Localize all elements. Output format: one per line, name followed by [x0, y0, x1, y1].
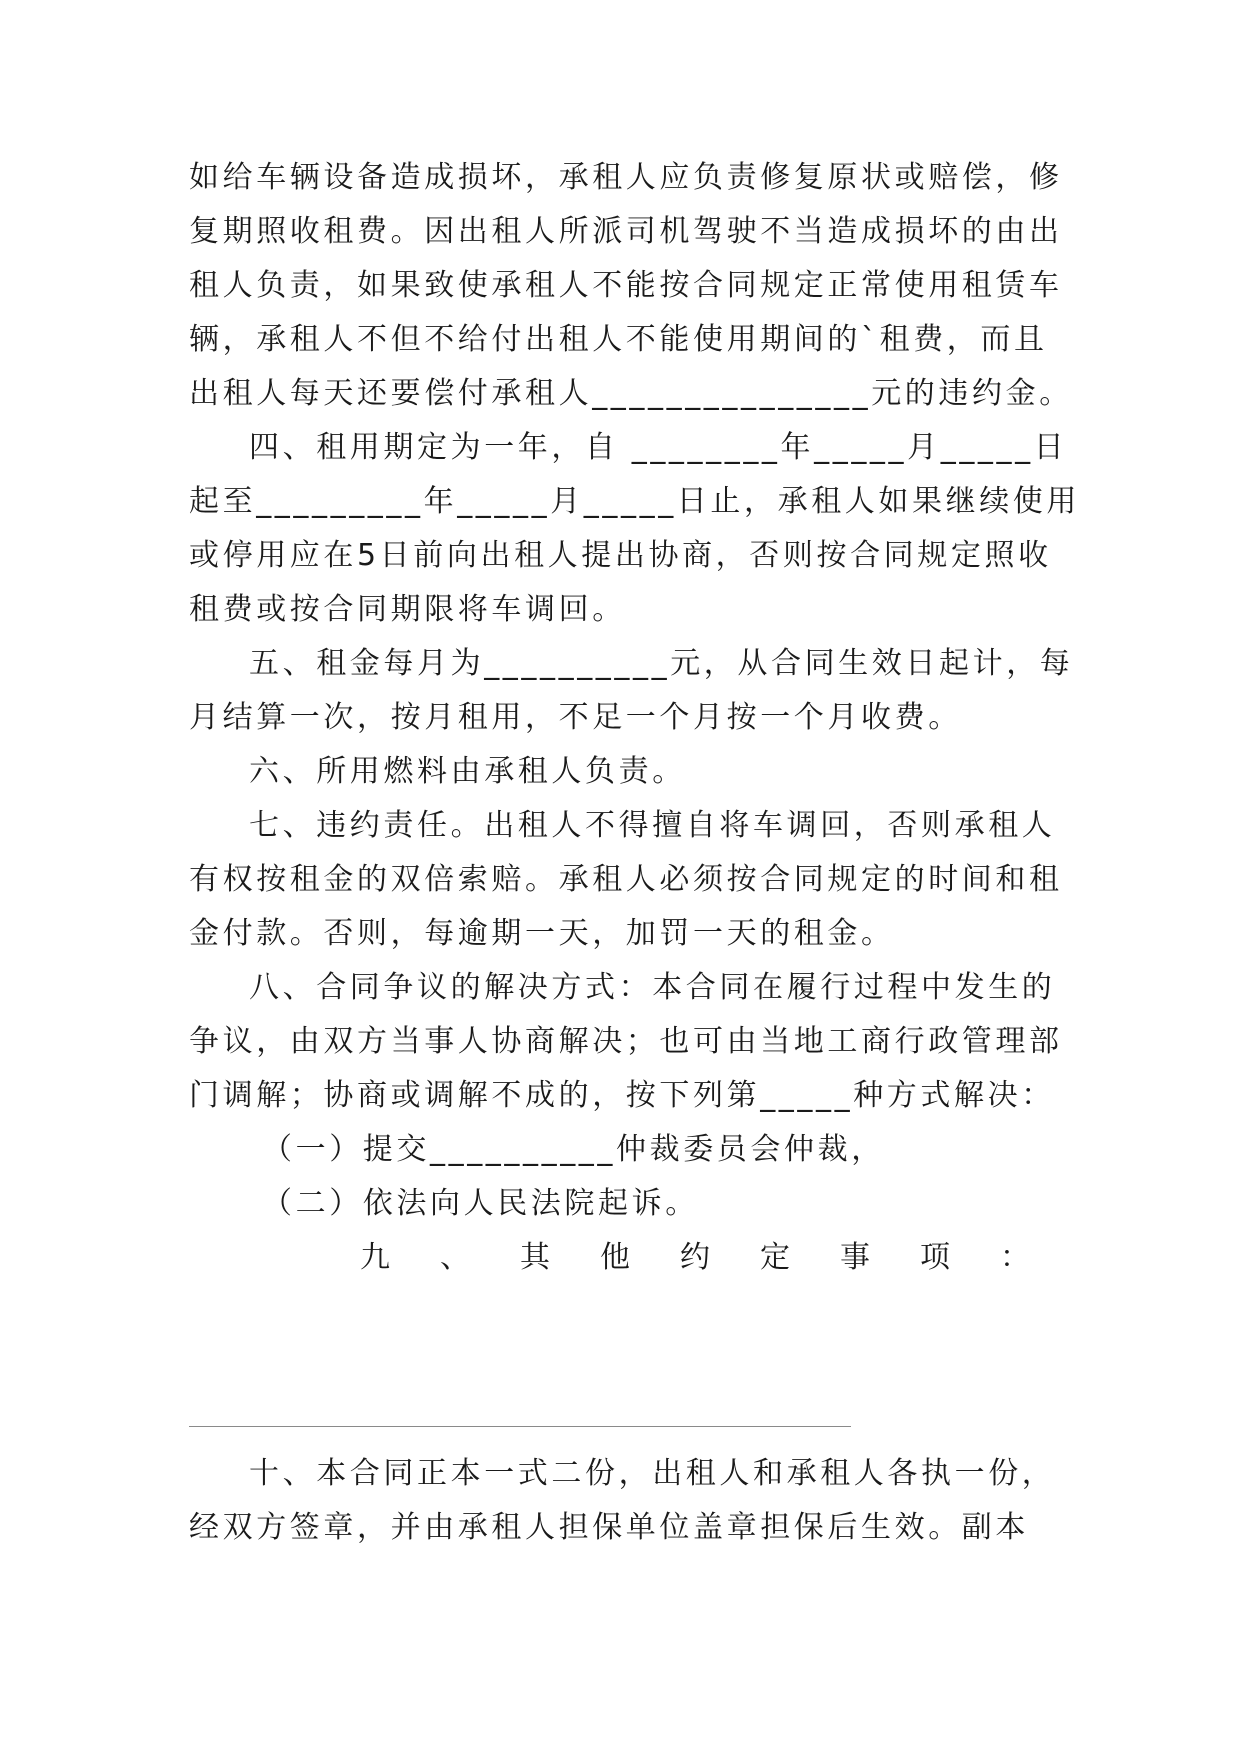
- clause-9-char: 他: [600, 1240, 630, 1275]
- clause-9-char: 其: [520, 1240, 550, 1275]
- clause-4-line: 四、租用期定为一年，自 ________年_____月_____日: [249, 430, 1068, 465]
- clause-10-line: 十、本合同正本一式二份，出租人和承租人各执一份，: [249, 1456, 1056, 1491]
- clause-5-line: 五、租金每月为__________元，从合同生效日起计，每: [249, 646, 1074, 681]
- body-line: 争议，由双方当事人协商解决；也可由当地工商行政管理部: [189, 1024, 1063, 1059]
- body-line: 租费或按合同期限将车调回。: [189, 592, 626, 627]
- clause-9-char: 项: [920, 1240, 950, 1275]
- clause-6-line: 六、所用燃料由承租人负责。: [249, 754, 686, 789]
- body-line: 如给车辆设备造成损坏，承租人应负责修复原状或赔偿，修: [189, 160, 1063, 195]
- clause-7-line: 七、违约责任。出租人不得擅自将车调回，否则承租人: [249, 808, 1056, 843]
- clause-9-char: 、: [440, 1240, 470, 1275]
- blank-fill-line: [189, 1426, 851, 1427]
- body-line: 有权按租金的双倍索赔。承租人必须按合同规定的时间和租: [189, 862, 1063, 897]
- clause-9-char: ：: [1000, 1240, 1030, 1275]
- body-line: 辆，承租人不但不给付出租人不能使用期间的`租费，而且: [189, 322, 1048, 357]
- clause-8-line: 八、合同争议的解决方式：本合同在履行过程中发生的: [249, 970, 1056, 1005]
- body-line: 起至_________年_____月_____日止，承租人如果继续使用: [189, 484, 1080, 519]
- body-line: 月结算一次，按月租用，不足一个月按一个月收费。: [189, 700, 962, 735]
- body-line: 金付款。否则，每逾期一天，加罚一天的租金。: [189, 916, 895, 951]
- option-1-line: （一）提交__________仲裁委员会仲裁，: [262, 1132, 885, 1167]
- body-line: 经双方签章，并由承租人担保单位盖章担保后生效。副本: [189, 1510, 1029, 1545]
- option-2-line: （二）依法向人民法院起诉。: [262, 1186, 699, 1221]
- clause-9-char: 定: [760, 1240, 790, 1275]
- body-line: 出租人每天还要偿付承租人_______________元的违约金。: [189, 376, 1073, 411]
- body-line: 租人负责，如果致使承租人不能按合同规定正常使用租赁车: [189, 268, 1063, 303]
- clause-9-char: 九: [360, 1240, 390, 1275]
- clause-9-heading: [360, 1238, 1030, 1278]
- body-line: 门调解；协商或调解不成的，按下列第_____种方式解决：: [189, 1078, 1055, 1113]
- body-line: 复期照收租费。因出租人所派司机驾驶不当造成损坏的由出: [189, 214, 1063, 249]
- body-line: 或停用应在5日前向出租人提出协商，否则按合同规定照收: [189, 538, 1052, 573]
- clause-9-char: 事: [840, 1240, 870, 1275]
- clause-9-char: 约: [680, 1240, 710, 1275]
